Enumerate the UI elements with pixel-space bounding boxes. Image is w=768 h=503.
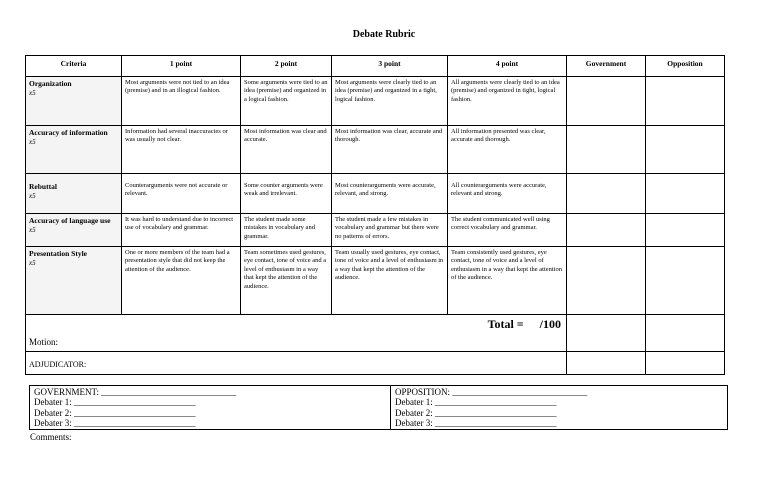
- opposition-adjudicator-cell[interactable]: [646, 351, 725, 374]
- criteria-multiplier: x5: [29, 258, 36, 267]
- opposition-score-cell[interactable]: [646, 174, 725, 214]
- criteria-name: Presentation Style: [29, 249, 87, 258]
- criteria-cell: [26, 214, 122, 247]
- opposition-debater-2[interactable]: Debater 2: ___________________________: [395, 407, 557, 418]
- total-label: Total = /100: [487, 317, 561, 331]
- comments-label: Comments:: [30, 432, 72, 442]
- criteria-cell: [26, 126, 122, 174]
- motion-cell[interactable]: [26, 315, 567, 352]
- header-2-point: 2 point: [241, 56, 332, 77]
- opposition-score-cell[interactable]: [646, 247, 725, 315]
- page-title: Debate Rubric: [352, 29, 416, 40]
- total-score: /100: [539, 317, 561, 331]
- table-row: [26, 174, 725, 214]
- criteria-name: Accuracy of language use: [29, 216, 111, 225]
- government-label: GOVERNMENT: ______________________________: [34, 387, 237, 397]
- opposition-score-cell[interactable]: [646, 126, 725, 174]
- table-row: [26, 77, 725, 126]
- descriptor-2-point: Most information was clear and accurate.: [241, 126, 332, 174]
- adjudicator-row: [26, 351, 725, 374]
- descriptor-2-point: Some counter arguments were weak and irrelevant.: [241, 174, 332, 214]
- descriptor-3-point: The student made a few mistakes in vocabulary and grammar but there were no patterns of errors.: [332, 214, 448, 247]
- criteria-multiplier: x5: [29, 191, 36, 200]
- government-adjudicator-cell[interactable]: [567, 351, 646, 374]
- criteria-name: Organization: [29, 79, 72, 88]
- opposition-total-cell[interactable]: [646, 315, 725, 352]
- opposition-debater-1[interactable]: Debater 1: ___________________________: [395, 397, 557, 408]
- header-3-point: 3 point: [332, 56, 448, 77]
- motion-row: [26, 315, 725, 352]
- government-team-cell[interactable]: [30, 386, 391, 430]
- government-total-cell[interactable]: [567, 315, 646, 352]
- header-4-point: 4 point: [448, 56, 567, 77]
- opposition-label: OPPOSITION: ______________________________: [395, 387, 588, 397]
- opposition-score-cell[interactable]: [646, 214, 725, 247]
- government-score-cell[interactable]: [567, 77, 646, 126]
- opposition-team-cell[interactable]: [391, 386, 728, 430]
- descriptor-1-point: One or more members of the team had a presentation style that did not keep the attention of the audience.: [122, 247, 241, 315]
- adjudicator-cell[interactable]: [26, 351, 567, 374]
- rubric-table: [25, 55, 725, 375]
- teams-table: [29, 385, 728, 430]
- opposition-score-cell[interactable]: [646, 77, 725, 126]
- criteria-multiplier: x5: [29, 88, 36, 97]
- descriptor-3-point: Team usually used gestures, eye contact, tone of voice and a level of enthusiasm in a way that kept the attention of the audience.: [332, 247, 448, 315]
- descriptor-4-point: All counterarguments were accurate, relevant and strong.: [448, 174, 567, 214]
- header-government: Government: [567, 56, 646, 77]
- criteria-multiplier: x5: [29, 225, 36, 234]
- government-debater-1[interactable]: Debater 1: ___________________________: [34, 397, 196, 408]
- criteria-name: Accuracy of information: [29, 128, 108, 137]
- table-row: [26, 126, 725, 174]
- descriptor-3-point: Most arguments were clearly tied to an idea (premise) and organized in a tight, logical fashion.: [332, 77, 448, 126]
- descriptor-2-point: Some arguments were tied to an idea (premise) and organized in a logical fashion.: [241, 77, 332, 126]
- adjudicator-label: ADJUDICATOR:: [29, 359, 87, 369]
- descriptor-3-point: Most information was clear, accurate and thorough.: [332, 126, 448, 174]
- government-score-cell[interactable]: [567, 174, 646, 214]
- descriptor-1-point: Counterarguments were not accurate or relevant.: [122, 174, 241, 214]
- criteria-cell: [26, 174, 122, 214]
- descriptor-3-point: Most counterarguments were accurate, relevant, and strong.: [332, 174, 448, 214]
- descriptor-1-point: Information had several inaccuracies or was usually not clear.: [122, 126, 241, 174]
- header-1-point: 1 point: [122, 56, 241, 77]
- criteria-multiplier: x5: [29, 137, 36, 146]
- header-criteria: Criteria: [26, 56, 122, 77]
- descriptor-1-point: It was hard to understand due to incorrect use of vocabulary and grammar.: [122, 214, 241, 247]
- criteria-cell: [26, 77, 122, 126]
- table-row: [26, 247, 725, 315]
- criteria-cell: [26, 247, 122, 315]
- government-score-cell[interactable]: [567, 247, 646, 315]
- descriptor-2-point: Team sometimes used gestures, eye contact, tone of voice and a level of enthusiasm in a way that kept the attention of the audience.: [241, 247, 332, 315]
- government-debater-2[interactable]: Debater 2: ___________________________: [34, 407, 196, 418]
- opposition-debater-3[interactable]: Debater 3: ___________________________: [395, 418, 557, 429]
- descriptor-4-point: All information presented was clear, accurate and thorough.: [448, 126, 567, 174]
- descriptor-1-point: Most arguments were not tied to an idea (premise) and in an illogical fashion.: [122, 77, 241, 126]
- descriptor-4-point: Team consistently used gestures, eye contact, tone of voice and a level of enthusiasm in a way that kept the attention of the audience.: [448, 247, 567, 315]
- government-debater-3[interactable]: Debater 3: ___________________________: [34, 418, 196, 429]
- government-score-cell[interactable]: [567, 214, 646, 247]
- motion-label: Motion:: [29, 337, 59, 347]
- header-row: [26, 56, 725, 77]
- criteria-name: Rebuttal: [29, 182, 57, 191]
- descriptor-4-point: The student communicated well using correct vocabulary and grammar.: [448, 214, 567, 247]
- header-opposition: Opposition: [646, 56, 725, 77]
- descriptor-2-point: The student made some mistakes in vocabulary and grammar.: [241, 214, 332, 247]
- government-score-cell[interactable]: [567, 126, 646, 174]
- table-row: [26, 214, 725, 247]
- descriptor-4-point: All arguments were clearly tied to an idea (premise) and organized in tight, logical fashion.: [448, 77, 567, 126]
